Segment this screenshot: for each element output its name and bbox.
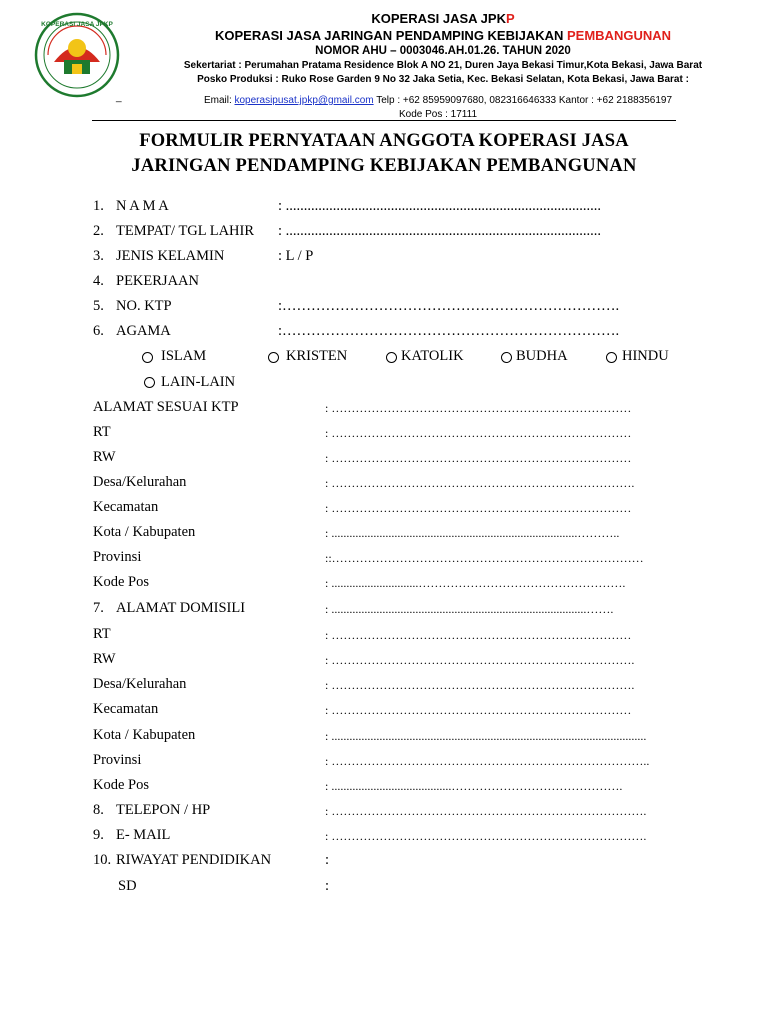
phone-label: TELEPON / HP (116, 802, 211, 818)
ktp-district-label: Kecamatan (93, 499, 159, 515)
ktp-village-field[interactable]: : …………………………………………………………………. (325, 476, 635, 490)
dom-postcode-label: Kode Pos (93, 777, 149, 793)
q4-number: 4. (93, 273, 104, 289)
ktp-number-label: NO. KTP (116, 298, 172, 314)
ktp-village-label: Desa/Kelurahan (93, 474, 187, 490)
ktp-rw-label: RW (93, 449, 116, 465)
koperasi-logo (34, 12, 120, 98)
name-label: N A M A (116, 198, 169, 214)
letterhead (128, 10, 758, 87)
q2-number: 2. (93, 223, 104, 239)
ktp-province-label: Provinsi (93, 549, 142, 565)
lain-lain-option-label: LAIN-LAIN (161, 374, 236, 390)
q6-number: 6. (93, 323, 104, 339)
phone-field[interactable]: : ……………………………………………………………………. (325, 804, 647, 818)
email-link[interactable]: koperasipusat.jpkp@gmail.com (234, 95, 374, 106)
dom-village-field[interactable]: : …………………………………………………………………. (325, 678, 635, 692)
ktp-rt-field[interactable]: : ………………………………………………………………… (325, 426, 632, 440)
sd-label: SD (118, 878, 137, 894)
dom-village-label: Desa/Kelurahan (93, 676, 187, 692)
email-label: Email: (203, 95, 235, 106)
dom-district-label: Kecamatan (93, 701, 159, 717)
q1-number: 1. (93, 198, 104, 214)
education-history-label: RIWAYAT PENDIDIKAN (116, 852, 272, 868)
education-history-field[interactable]: : (325, 852, 330, 868)
lain-lain-radio[interactable] (144, 377, 155, 388)
dom-city-label: Kota / Kabupaten (93, 727, 196, 743)
domicile-address-label: ALAMAT DOMISILI (116, 600, 246, 616)
dom-city-field[interactable]: : ......................................................................................................... (325, 729, 647, 743)
ktp-postcode-field[interactable]: : .............................……………………………………………. (325, 576, 626, 590)
dom-district-field[interactable]: : ………………………………………………………………… (325, 703, 632, 717)
form-title-line1: FORMULIR PERNYATAAN ANGGOTA KOPERASI JASA (139, 131, 629, 151)
ktp-city-label: Kota / Kabupaten (93, 524, 196, 540)
dom-province-field[interactable]: : …………………………………………………………………….. (325, 754, 650, 768)
q8-number: 8. (93, 802, 104, 818)
islam-option-label: ISLAM (161, 348, 207, 364)
svg-text:KOPERASI JASA JPKP: KOPERASI JASA JPKP (41, 21, 113, 28)
letterhead-divider (92, 120, 676, 121)
q9-number: 9. (93, 827, 104, 843)
katolik-radio[interactable] (386, 352, 397, 363)
hindu-option-label: HINDU (622, 348, 669, 364)
letterhead-postcode: Kode Pos : 17111 (398, 109, 478, 120)
ktp-postcode-label: Kode Pos (93, 574, 149, 590)
budha-radio[interactable] (501, 352, 512, 363)
letterhead-dash: _ (116, 92, 122, 103)
kristen-option-label: KRISTEN (286, 348, 348, 364)
birth-place-date-field[interactable]: : ....................................................................................... (278, 223, 602, 239)
gender-label: JENIS KELAMIN (116, 248, 225, 264)
dom-province-label: Provinsi (93, 752, 142, 768)
letterhead-ahu-number: NOMOR AHU – 0003046.AH.01.26. TAHUN 2020 (315, 45, 571, 57)
religion-field[interactable]: :……………………………………………………………. (278, 323, 620, 339)
budha-option-label: BUDHA (516, 348, 568, 364)
q5-number: 5. (93, 298, 104, 314)
letterhead-cooperative-full-name: KOPERASI JASA JARINGAN PENDAMPING KEBIJAKAN PEMBANGUNAN (214, 28, 671, 43)
birth-place-date-label: TEMPAT/ TGL LAHIR (116, 223, 255, 239)
ktp-address-field[interactable]: : ………………………………………………………………… (325, 401, 632, 415)
letterhead-production-address: Posko Produksi : Ruko Rose Garden 9 No 32 Jaka Setia, Kec. Bekasi Selatan, Kota Bekasi, Jawa Barat : (197, 74, 689, 85)
letterhead-cooperative-short-name: KOPERASI JASA JPKP (371, 11, 515, 26)
letterhead-contact (118, 94, 758, 122)
hindu-radio[interactable] (606, 352, 617, 363)
q10-number: 10. (93, 852, 112, 868)
email-form-label: E- MAIL (116, 827, 171, 843)
ktp-address-heading: ALAMAT SESUAI KTP (93, 399, 239, 415)
q7-number: 7. (93, 600, 104, 616)
ktp-province-field[interactable]: ::…………………………………………………………………… (325, 551, 644, 565)
religion-label: AGAMA (116, 323, 171, 339)
dom-rw-label: RW (93, 651, 116, 667)
sd-field[interactable]: : (325, 878, 330, 894)
dom-rt-field[interactable]: : ………………………………………………………………… (325, 628, 632, 642)
ktp-city-field[interactable]: : ..................................................................................……….. (325, 526, 620, 540)
gender-field[interactable]: : L / P (278, 248, 314, 264)
ktp-number-field[interactable]: :……………………………………………………………. (278, 298, 620, 314)
name-field[interactable]: : ....................................................................................... (278, 198, 602, 214)
occupation-label: PEKERJAAN (116, 273, 199, 289)
ktp-rw-field[interactable]: : ………………………………………………………………… (325, 451, 632, 465)
form-title-line2: JARINGAN PENDAMPING KEBIJAKAN PEMBANGUNAN (131, 156, 637, 176)
dom-rt-label: RT (93, 626, 111, 642)
katolik-option-label: KATOLIK (401, 348, 464, 364)
q3-number: 3. (93, 248, 104, 264)
phone-info: Telp : +62 85959097680, 082316646333 Kantor : +62 2188356197 (373, 95, 673, 106)
dom-rw-field[interactable]: : …………………………………………………………………. (325, 653, 635, 667)
islam-radio[interactable] (142, 352, 153, 363)
ktp-district-field[interactable]: : ………………………………………………………………… (325, 501, 632, 515)
domicile-address-field[interactable]: : .....................................................................................……. (325, 602, 614, 616)
ktp-rt-label: RT (93, 424, 111, 440)
kristen-radio[interactable] (268, 352, 279, 363)
dom-postcode-field[interactable]: : ........................................……………………………………. (325, 779, 623, 793)
letterhead-secretariat-address: Sekertariat : Perumahan Pratama Residence Blok A NO 21, Duren Jaya Bekasi Timur,Kota Bekasi, Jawa Barat (183, 60, 703, 71)
email-field[interactable]: : ……………………………………………………………………. (325, 829, 647, 843)
